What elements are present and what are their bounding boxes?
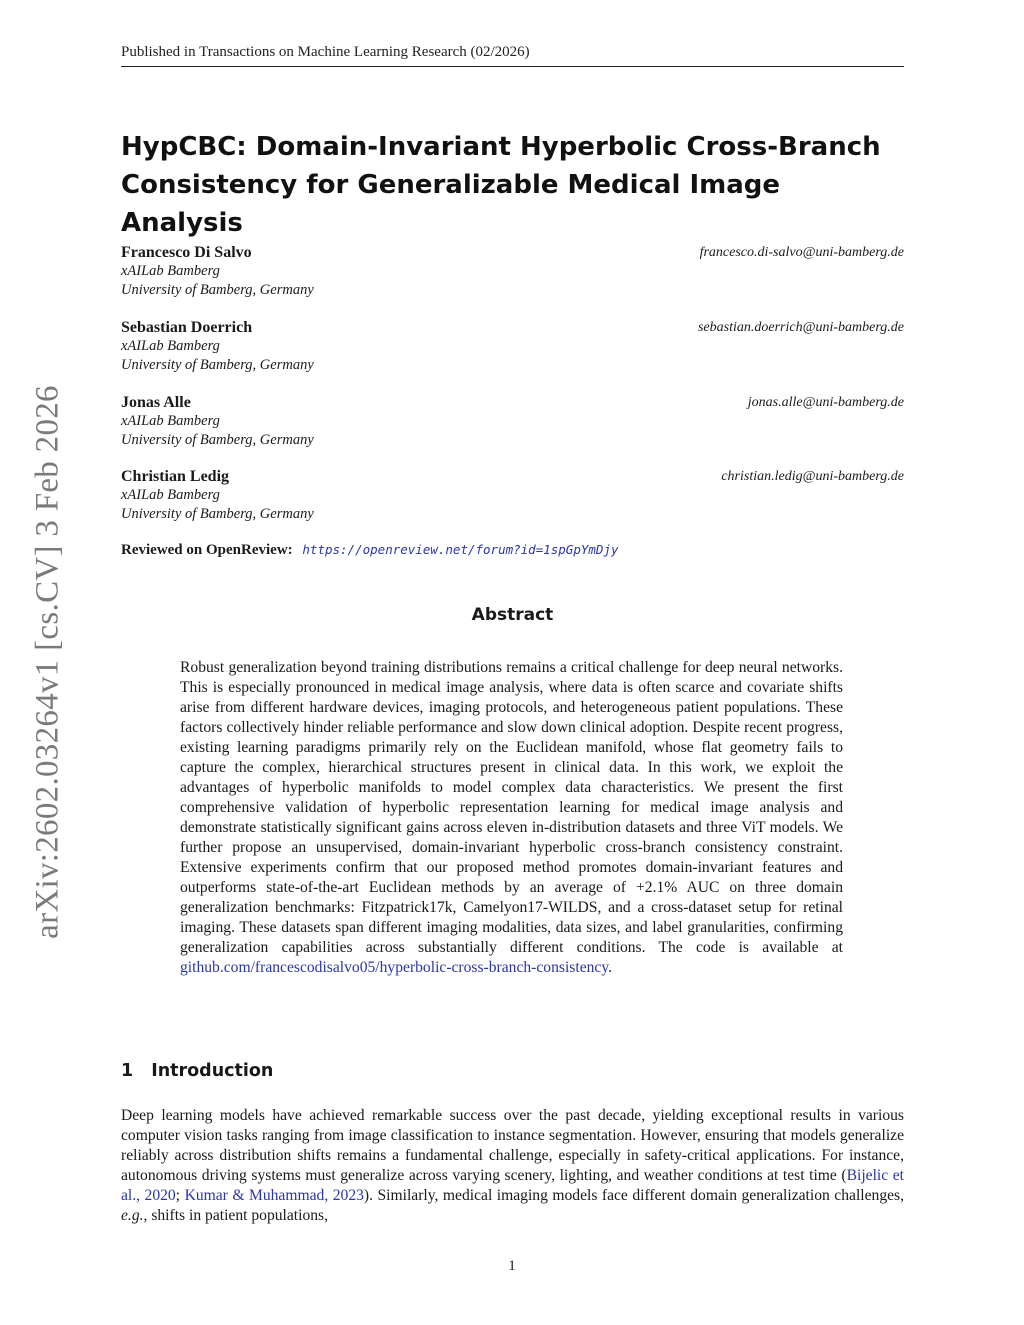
author-email[interactable]: christian.ledig@uni-bamberg.de bbox=[721, 469, 904, 484]
abstract-end: . bbox=[608, 959, 613, 976]
author-affiliation: University of Bamberg, Germany bbox=[121, 432, 314, 448]
citation-link[interactable]: Bijelic et al., 2020 bbox=[121, 1167, 904, 1204]
code-link[interactable]: github.com/francescodisalvo05/hyperbolic-cross-branch-consistency bbox=[180, 959, 609, 976]
author-email[interactable]: sebastian.doerrich@uni-bamberg.de bbox=[697, 320, 904, 335]
author-affiliation: University of Bamberg, Germany bbox=[121, 506, 314, 522]
running-head: Published in Transactions on Machine Learning Research (02/2026) bbox=[121, 44, 530, 60]
abstract-body: Robust generalization beyond training distributions remains a critical challenge for deep neural networks. This is especially pronounced in medical image analysis, where data is often scarce and covariate shifts arise from different hardware devices, imaging protocols, and heterogeneous patient populations. These factors collectively hinder reliable performance and slow down clinical adoption. Despite recent progress, existing learning paradigms primarily rely on the Euclidean manifold, whose flat geometry fails to capture the complex, hierarchical structures present in clinical data. In this work, we exploit the advantages of hyperbolic manifolds to model complex data characteristics. We present the first comprehensive validation of hyperbolic representation learning for medical image analysis and demonstrate statistically significant gains across eleven in-distribution datasets and three ViT models. We further propose an unsupervised, domain-invariant hyperbolic cross-branch consistency constraint. Extensive experiments confirm that our proposed method promotes domain-invariant features and outperforms state-of-the-art Euclidean methods by an average of +2.1% AUC on three domain generalization benchmarks: Fitzpatrick17k, Camelyon17-WILDS, and a cross-dataset setup for retinal imaging. These datasets span different imaging modalities, data sizes, and label granularities, confirming generalization capabilities across substantially different conditions. The code is available at bbox=[180, 659, 843, 956]
author-name: Sebastian Doerrich bbox=[121, 319, 253, 336]
arxiv-stamp: arXiv:2602.03264v1 [cs.CV] 3 Feb 2026 bbox=[29, 385, 66, 939]
author-block bbox=[121, 318, 904, 375]
openreview-label: Reviewed on OpenReview: bbox=[121, 542, 293, 558]
author-email[interactable]: jonas.alle@uni-bamberg.de bbox=[747, 395, 904, 410]
author-affiliation: xAILab Bamberg bbox=[121, 413, 220, 429]
abstract-text bbox=[180, 658, 843, 978]
citation-separator: ; bbox=[175, 1187, 185, 1204]
author-name: Francesco Di Salvo bbox=[121, 244, 252, 261]
section-number: 1 bbox=[121, 1061, 134, 1081]
section-heading bbox=[121, 1061, 273, 1081]
author-name: Christian Ledig bbox=[121, 468, 230, 485]
intro-paragraph bbox=[121, 1106, 904, 1226]
intro-text: ). Similarly, medical imaging models face different domain generalization challenges, bbox=[363, 1187, 905, 1204]
author-affiliation: xAILab Bamberg bbox=[121, 263, 220, 279]
section-title: Introduction bbox=[151, 1061, 274, 1081]
author-name: Jonas Alle bbox=[121, 394, 191, 411]
abstract-heading: Abstract bbox=[471, 605, 554, 625]
author-affiliation: xAILab Bamberg bbox=[121, 338, 220, 354]
author-affiliation: University of Bamberg, Germany bbox=[121, 282, 314, 298]
openreview-link[interactable]: https://openreview.net/forum?id=1spGpYmDjy bbox=[302, 542, 619, 557]
author-affiliation: University of Bamberg, Germany bbox=[121, 357, 314, 373]
author-block bbox=[121, 243, 904, 300]
author-email[interactable]: francesco.di-salvo@uni-bamberg.de bbox=[699, 245, 904, 260]
intro-text: , shifts in patient populations, bbox=[143, 1207, 329, 1224]
author-block bbox=[121, 393, 904, 450]
openreview-line bbox=[121, 542, 618, 559]
citation-link[interactable]: Kumar & Muhammad, 2023 bbox=[184, 1187, 364, 1204]
paper-title: HypCBC: Domain-Invariant Hyperbolic Cross-Branch Consistency for Generalizable Medical Image Analysis bbox=[121, 132, 881, 238]
author-block bbox=[121, 467, 904, 524]
author-affiliation: xAILab Bamberg bbox=[121, 487, 220, 503]
page-number: 1 bbox=[508, 1258, 516, 1274]
intro-text: Deep learning models have achieved remarkable success over the past decade, yielding exceptional results in various computer vision tasks ranging from image classification to instance segmentation. However, ensuring that models generalize reliably across distribution shifts remains a fundamental challenge, especially in safety-critical applications. For instance, autonomous driving systems must generalize across varying scenery, lighting, and weather conditions at test time ( bbox=[121, 1107, 904, 1184]
intro-emphasis: e.g. bbox=[121, 1207, 144, 1224]
header-rule bbox=[121, 66, 904, 67]
